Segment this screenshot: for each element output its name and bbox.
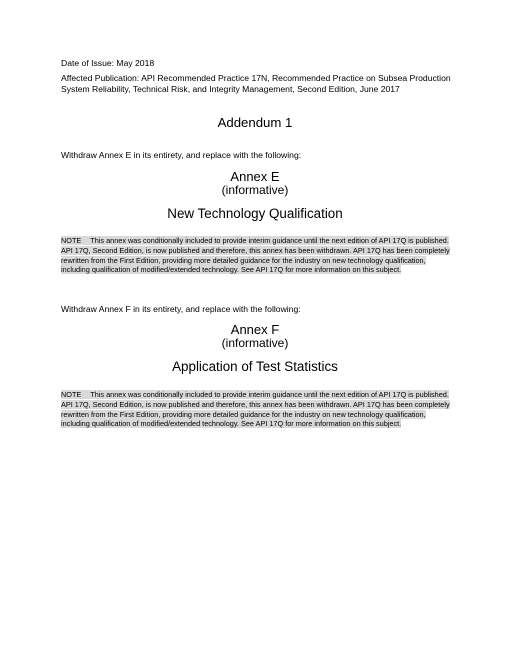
date-of-issue: Date of Issue: May 2018 [61,58,155,68]
annex-e-note-text: This annex was conditionally included to provide interim guidance until the next edition of API 17Q is published. API 17Q, Second Edition, is now published and therefore, this annex has been withdrawn. API 17Q has been completely rewritten from the First Edition, providing more detailed guidance for the industry on new technology qualification, including qualification of modified/extended technology. See API 17Q for more information on this subject. [61,236,450,275]
annex-e-informative: (informative) [221,183,289,197]
annex-f-note-label: NOTE [61,390,82,399]
annex-f-heading: Annex F [230,322,280,337]
annex-e-note [61,236,456,275]
annex-f-note-text: This annex was conditionally included to provide interim guidance until the next edition of API 17Q is published. API 17Q, Second Edition, is now published and therefore, this annex has been withdrawn. API 17Q has been completely rewritten from the First Edition, providing more detailed guidance for the industry on new technology qualification, including qualification of modified/extended technology. See API 17Q for more information on this subject. [61,390,450,429]
annex-f-note [61,390,456,429]
annex-e-note-label: NOTE [61,236,82,245]
annex-e-title: New Technology Qualification [167,206,343,221]
annex-f-informative: (informative) [221,336,289,350]
annex-e-instruction: Withdraw Annex E in its entirety, and replace with the following: [61,150,302,160]
affected-publication: Affected Publication: API Recommended Practice 17N, Recommended Practice on Subsea Production System Reliability, Technical Risk, and Integrity Management, Second Edition, June 2017 [61,73,451,94]
addendum-title: Addendum 1 [217,115,293,130]
annex-e-heading: Annex E [230,169,280,184]
annex-f-title: Application of Test Statistics [172,359,338,374]
annex-f-instruction: Withdraw Annex F in its entirety, and replace with the following: [61,304,301,314]
